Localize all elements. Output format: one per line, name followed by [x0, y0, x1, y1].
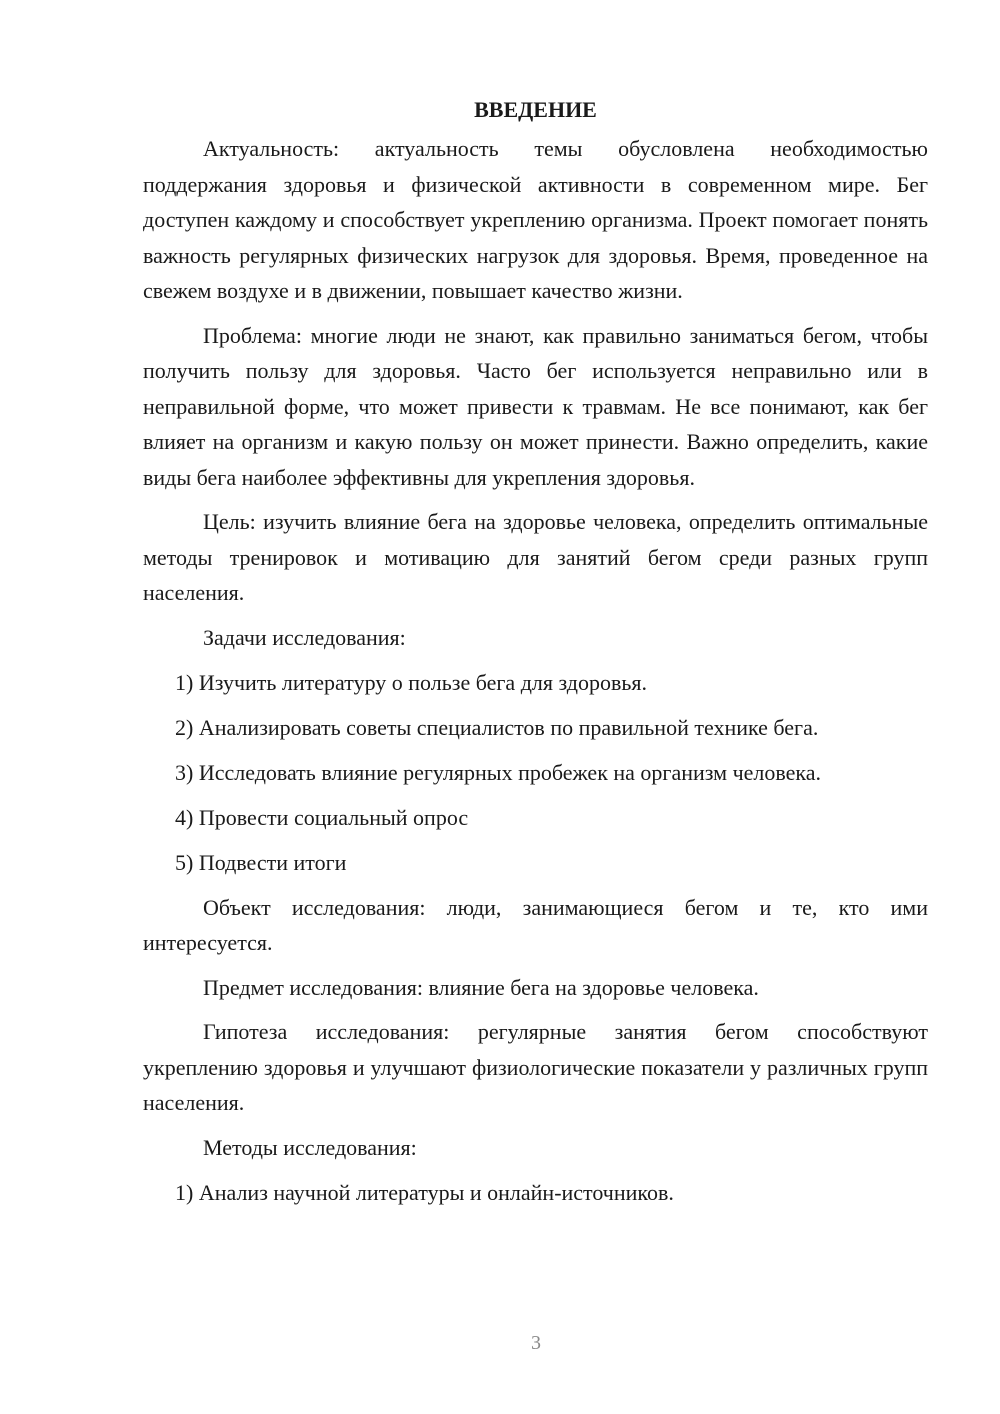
page-number: 3	[531, 1332, 541, 1354]
subject-paragraph: Предмет исследования: влияние бега на здоровье человека.	[203, 974, 759, 1000]
list-item: 5) Подвести итоги	[175, 849, 347, 875]
problem-paragraph: Проблема: многие люди не знают, как правильно заниматься бегом, чтобы получить пользу для здоровья. Часто бег используется неправильно или в неправильной форме, что может привести к травмам. Не все понимают, как бег влияет на организм и какую пользу он может принести. Важно определить, какие виды бега наиболее эффективны для укрепления здоровья.	[143, 322, 928, 490]
methods-list	[143, 1175, 928, 1211]
list-item: 4) Провести социальный опрос	[175, 804, 469, 830]
section-title: ВВЕДЕНИЕ	[474, 97, 597, 122]
document-page	[143, 92, 928, 1220]
tasks-heading: Задачи исследования:	[203, 624, 406, 650]
goal-paragraph: Цель: изучить влияние бега на здоровье человека, определить оптимальные методы тренировок и мотивацию для занятий бегом среди разных групп населения.	[143, 509, 928, 605]
list-item: 2) Анализировать советы специалистов по правильной технике бега.	[175, 714, 819, 740]
hypothesis-paragraph: Гипотеза исследования: регулярные занятия бегом способствуют укреплению здоровья и улучшают физиологические показатели у различных групп населения.	[143, 1019, 928, 1115]
tasks-list	[143, 665, 928, 881]
object-paragraph: Объект исследования: люди, занимающиеся бегом и те, кто ими интересуется.	[143, 894, 928, 955]
list-item: 1) Анализ научной литературы и онлайн-источников.	[175, 1179, 674, 1205]
list-item: 3) Исследовать влияние регулярных пробежек на организм человека.	[175, 759, 822, 785]
list-item: 1) Изучить литературу о пользе бега для здоровья.	[175, 669, 648, 695]
methods-heading: Методы исследования:	[203, 1134, 417, 1160]
relevance-paragraph: Актуальность: актуальность темы обусловлена необходимостью поддержания здоровья и физической активности в современном мире. Бег доступен каждому и способствует укреплению организма. Проект помогает понять важность регулярных физических нагрузок для здоровья. Время, проведенное на свежем воздухе и в движении, повышает качество жизни.	[143, 136, 928, 303]
